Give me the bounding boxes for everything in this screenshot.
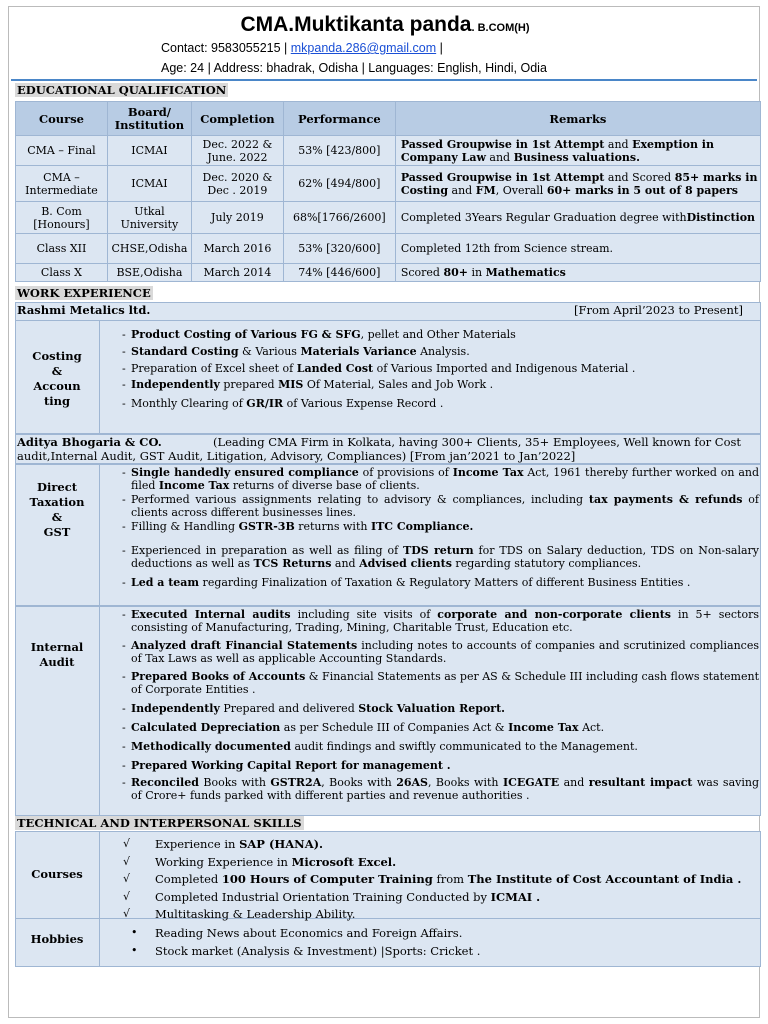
list-item: - Methodically documented audit findings and swiftly communicated to the Management.	[131, 740, 759, 753]
edu-cell-completion: March 2014	[191, 264, 283, 282]
skills-section-title: TECHNICAL AND INTERPERSONAL SKILLS	[17, 816, 302, 830]
edu-cell-board: ICMAI	[107, 166, 191, 202]
edu-cell-remarks: Passed Groupwise in 1st Attempt and Scored 85+ marks in Costing and FM, Overall 60+ marks in 5 out of 8 papers	[395, 166, 760, 202]
education-row	[16, 202, 761, 234]
edu-cell-completion: Dec. 2022 & June. 2022	[191, 136, 283, 166]
list-item: - Prepared Working Capital Report for management .	[131, 759, 759, 772]
list-item: - Led a team regarding Finalization of Taxation & Regulatory Matters of different Business Entities .	[131, 576, 759, 589]
audit-list	[131, 608, 759, 814]
edu-cell-completion: July 2019	[191, 202, 283, 234]
edu-cell-remarks: Completed 3Years Regular Graduation degree withDistinction	[395, 202, 760, 234]
list-item: - Performed various assignments relating to advisory & compliances, including tax payments & refunds of clients across different businesses lines.	[131, 493, 759, 519]
check-icon: √	[123, 907, 131, 920]
company-rashmi: Rashmi Metalics ltd.	[17, 303, 151, 317]
edu-cell-course: Class XII	[16, 234, 108, 264]
label-audit: Internal Audit	[30, 640, 84, 669]
edu-cell-perf: 53% [423/800]	[283, 136, 395, 166]
hobby-item: Stock market (Analysis & Investment) |Sports: Cricket .	[155, 944, 481, 958]
bullet-icon: •	[131, 944, 138, 957]
list-item: - Standard Costing & Various Materials Variance Analysis.	[131, 345, 759, 358]
candidate-name: CMA.Muktikanta panda. B.COM(H)	[240, 13, 530, 36]
check-icon: √	[123, 890, 131, 903]
check-icon: √	[123, 855, 131, 868]
education-table	[15, 101, 761, 282]
education-row	[16, 136, 761, 166]
edu-cell-remarks: Passed Groupwise in 1st Attempt and Exemption in Company Law and Business valuations.	[395, 136, 760, 166]
list-item: - Analyzed draft Financial Statements including notes to accounts of companies and scrutinized compliances of Tax Laws as well as applicable Accounting Standards.	[131, 639, 759, 665]
list-item: - Filling & Handling GSTR-3B returns with ITC Compliance.	[131, 520, 759, 533]
header-divider	[11, 79, 757, 81]
edu-cell-perf: 62% [494/800]	[283, 166, 395, 202]
col-board: Board/ Institution	[107, 102, 191, 136]
edu-cell-completion: Dec. 2020 & Dec . 2019	[191, 166, 283, 202]
edu-cell-perf: 68%[1766/2600]	[283, 202, 395, 234]
bullet-icon: •	[131, 926, 138, 939]
label-courses: Courses	[31, 867, 83, 881]
label-hobbies: Hobbies	[30, 932, 84, 946]
edu-cell-course: CMA – Intermediate	[16, 166, 108, 202]
email-link[interactable]: mkpanda.286@gmail.com	[290, 41, 437, 55]
course-item: Multitasking & Leadership Ability.	[155, 907, 356, 921]
course-item: Completed Industrial Orientation Training Conducted by ICMAI .	[155, 890, 541, 904]
course-item: Working Experience in Microsoft Excel.	[155, 855, 397, 869]
edu-cell-remarks: Completed 12th from Science stream.	[395, 234, 760, 264]
col-completion: Completion	[191, 102, 283, 136]
label-tax: Direct Taxation & GST	[29, 480, 85, 539]
course-item: Experience in SAP (HANA).	[155, 837, 324, 851]
edu-cell-board: Utkal University	[107, 202, 191, 234]
list-item: - Independently Prepared and delivered Stock Valuation Report.	[131, 702, 759, 715]
list-item: - Prepared Books of Accounts & Financial Statements as per AS & Schedule III including cash flows statement of Corporate Entities .	[131, 670, 759, 696]
check-icon: √	[123, 837, 131, 850]
contact-line: Contact: 9583055215 | mkpanda.286@gmail.com |	[161, 41, 443, 55]
edu-cell-board: ICMAI	[107, 136, 191, 166]
edu-cell-course: CMA – Final	[16, 136, 108, 166]
education-row	[16, 234, 761, 264]
aditya-desc: Aditya Bhogaria & CO. (Leading CMA Firm in Kolkata, having 300+ Clients, 35+ Employees, Well known for Cost audit,Internal Audit, GST Audit, Litigation, Advisory, Compliances) [From jan’2021 to Jan’2022]	[17, 435, 742, 463]
rashmi-period: [From April’2023 to Present]	[573, 303, 743, 317]
list-item: - Reconciled Books with GSTR2A, Books with 26AS, Books with ICEGATE and resultant impact was saving of Crore+ funds parked with different parties and revenue authorities .	[131, 776, 759, 802]
work-section-title: WORK EXPERIENCE	[17, 286, 151, 300]
check-icon: √	[123, 872, 131, 885]
edu-cell-perf: 74% [446/600]	[283, 264, 395, 282]
resume-page	[8, 6, 760, 1018]
list-item: - Calculated Depreciation as per Schedule III of Companies Act & Income Tax Act.	[131, 721, 759, 734]
list-item: - Product Costing of Various FG & SFG, pellet and Other Materials	[131, 328, 759, 341]
hobby-item: Reading News about Economics and Foreign Affairs.	[155, 926, 463, 940]
costing-list	[131, 327, 759, 427]
edu-cell-course: B. Com [Honours]	[16, 202, 108, 234]
list-item: - Experienced in preparation as well as filing of TDS return for TDS on Salary deduction, TDS on Non-salary deductions as well as TCS Returns and Advised clients regarding statutory compliances.	[131, 544, 759, 570]
personal-info: Age: 24 | Address: bhadrak, Odisha | Languages: English, Hindi, Odia	[161, 61, 547, 75]
label-costing: Costing & Accoun ting	[32, 349, 82, 408]
col-remarks: Remarks	[395, 102, 760, 136]
list-item: - Executed Internal audits including site visits of corporate and non-corporate clients in 5+ sectors consisting of Manufacturing, Trading, Mining, Charitable Trust, Education etc.	[131, 608, 759, 634]
col-course: Course	[16, 102, 108, 136]
list-item: - Independently prepared MIS Of Material, Sales and Job Work .	[131, 378, 759, 391]
course-item: Completed 100 Hours of Computer Training from The Institute of Cost Accountant of India .	[155, 872, 742, 886]
edu-cell-perf: 53% [320/600]	[283, 234, 395, 264]
list-item: - Single handedly ensured compliance of provisions of Income Tax Act, 1961 thereby further worked on and filed Income Tax returns of diverse base of clients.	[131, 466, 759, 492]
col-performance: Performance	[283, 102, 395, 136]
edu-cell-course: Class X	[16, 264, 108, 282]
education-row	[16, 264, 761, 282]
list-item: - Monthly Clearing of GR/IR of Various Expense Record .	[131, 397, 759, 410]
edu-cell-completion: March 2016	[191, 234, 283, 264]
edu-cell-remarks: Scored 80+ in Mathematics	[395, 264, 760, 282]
education-section-title: EDUCATIONAL QUALIFICATION	[17, 83, 227, 97]
edu-cell-board: BSE,Odisha	[107, 264, 191, 282]
list-item: - Preparation of Excel sheet of Landed Cost of Various Imported and Indigenous Material .	[131, 362, 759, 375]
edu-cell-board: CHSE,Odisha	[107, 234, 191, 264]
tax-list	[131, 466, 759, 604]
education-row	[16, 166, 761, 202]
